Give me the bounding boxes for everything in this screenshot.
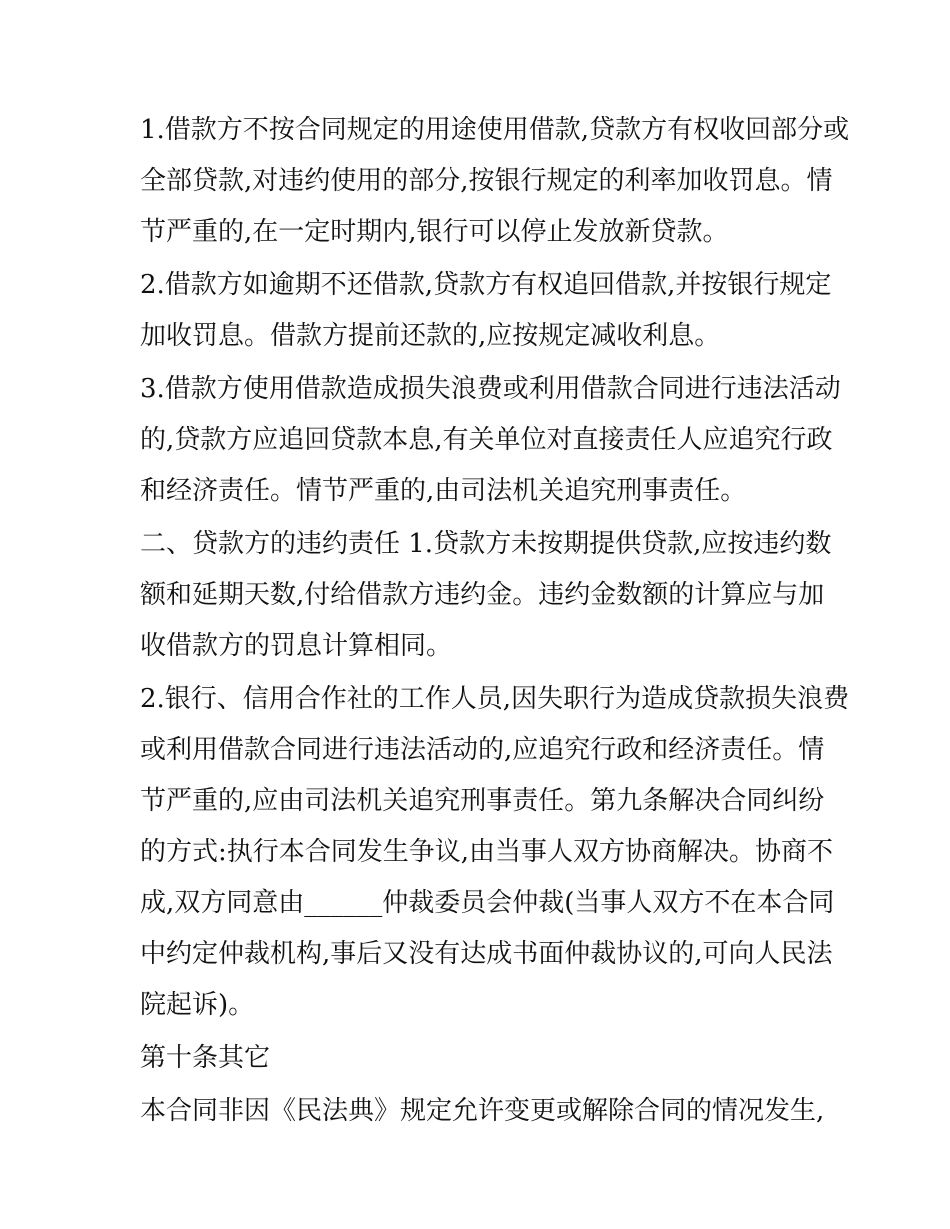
text-line: 1.借款方不按合同规定的用途使用借款,贷款方有权收回部分或 bbox=[140, 115, 850, 145]
text-line: 或利用借款合同进行违法活动的,应追究行政和经济责任。情 bbox=[140, 735, 825, 765]
section-heading: 第十条其它 bbox=[140, 1043, 271, 1073]
text-line: 3.借款方使用借款造成损失浪费或利用借款合同进行违法活动 bbox=[140, 374, 841, 404]
text-line: 本合同非因《民法典》规定允许变更或解除合同的情况发生, bbox=[140, 1096, 825, 1126]
text-line: 二、贷款方的违约责任 1.贷款方未按期提供贷款,应按违约数 bbox=[140, 529, 832, 559]
text-line: 收借款方的罚息计算相同。 bbox=[140, 631, 453, 661]
text-line: 全部贷款,对违约使用的部分,按银行规定的利率加收罚息。情 bbox=[140, 166, 833, 196]
text-line: 成,双方同意由______仲裁委员会仲裁(当事人双方不在本合同 bbox=[140, 888, 835, 918]
text-line: 2.银行、信用合作社的工作人员,因失职行为造成贷款损失浪费 bbox=[140, 684, 850, 714]
text-line: 院起诉)。 bbox=[140, 990, 255, 1020]
text-line: 额和延期天数,付给借款方违约金。违约金数额的计算应与加 bbox=[140, 580, 825, 610]
text-line: 的,贷款方应追回贷款本息,有关单位对直接责任人应追究行政 bbox=[140, 425, 833, 455]
text-line: 节严重的,在一定时期内,银行可以停止发放新贷款。 bbox=[140, 217, 729, 247]
text-line: 节严重的,应由司法机关追究刑事责任。第九条解决合同纠纷 bbox=[140, 786, 825, 816]
text-line: 中约定仲裁机构,事后又没有达成书面仲裁协议的,可向人民法 bbox=[140, 939, 833, 969]
text-line: 和经济责任。情节严重的,由司法机关追究刑事责任。 bbox=[140, 476, 747, 506]
text-line: 2.借款方如逾期不还借款,贷款方有权追回借款,并按银行规定 bbox=[140, 270, 832, 300]
text-line: 的方式:执行本合同发生争议,由当事人双方协商解决。协商不 bbox=[140, 837, 834, 867]
document-body bbox=[140, 108, 850, 1140]
text-line: 加收罚息。借款方提前还款的,应按规定减收利息。 bbox=[140, 321, 721, 351]
